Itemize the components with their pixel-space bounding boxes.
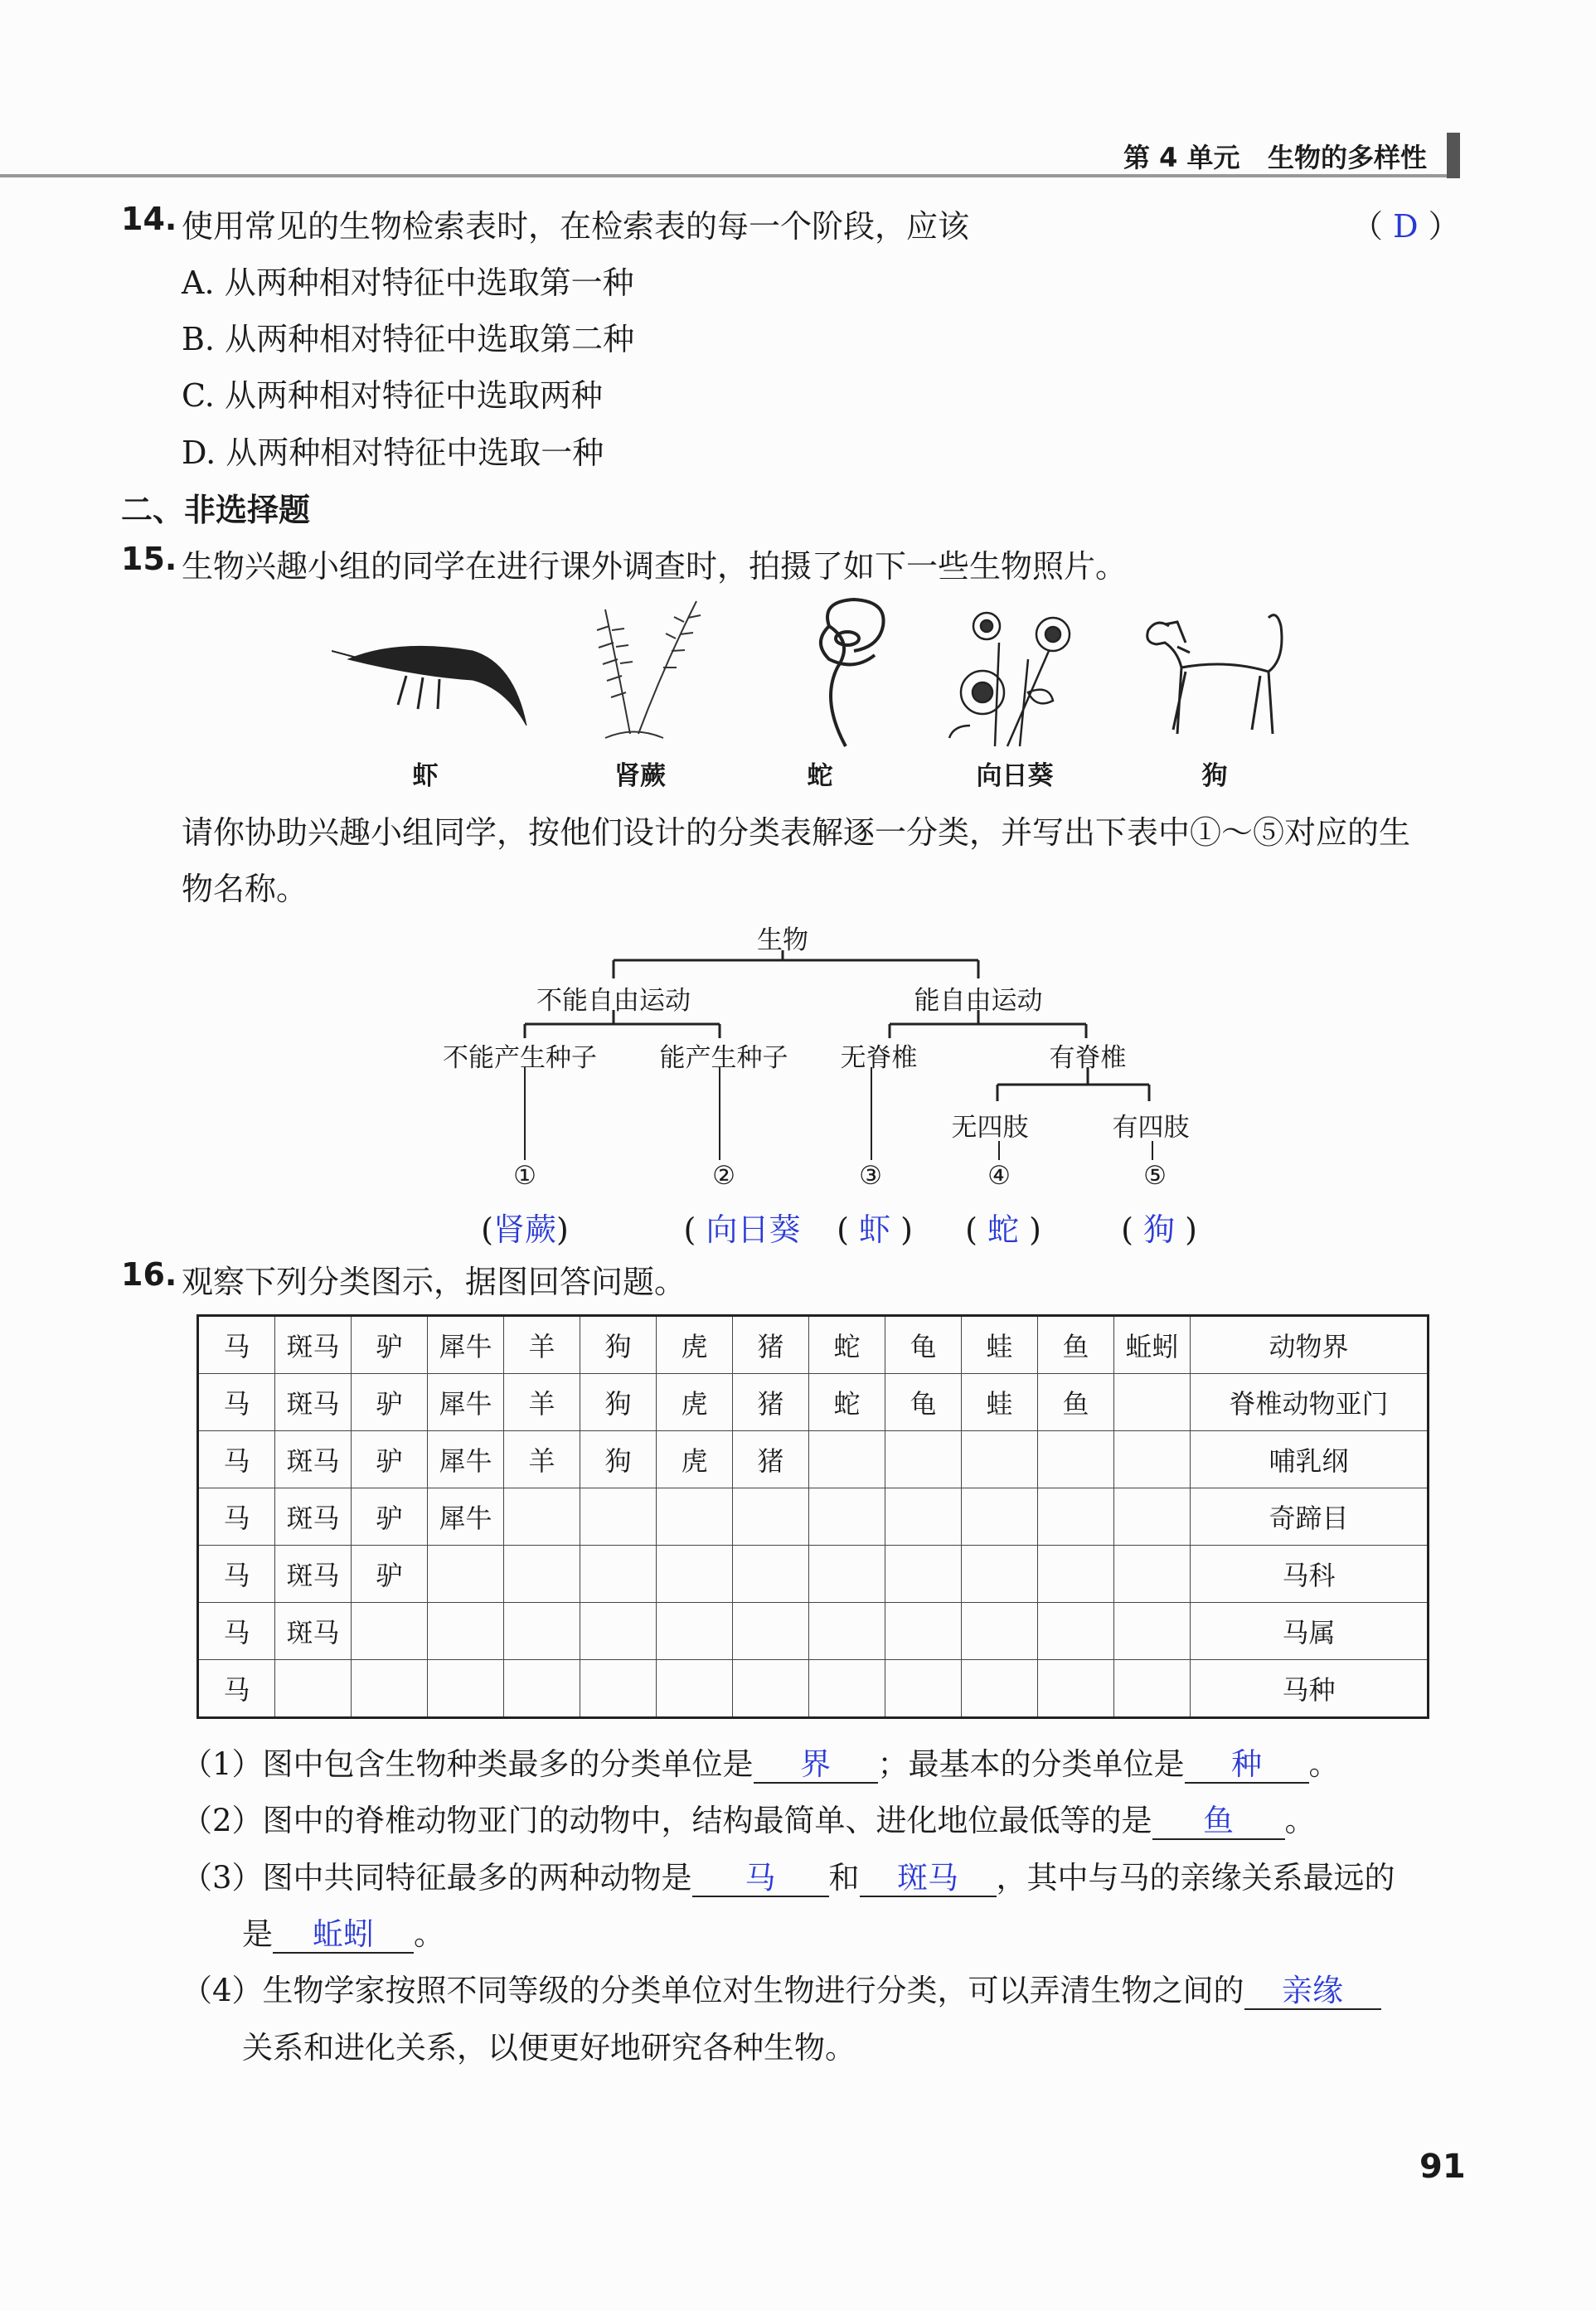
answer-5: 狗 <box>1142 1211 1176 1248</box>
answer: 界 <box>800 1746 832 1782</box>
section-heading: 二、非选择题 <box>121 492 311 528</box>
tree-node-mobile: 能自由运动 <box>914 986 1043 1016</box>
table-cell: 虎 <box>657 1316 733 1374</box>
tree-answer-5: ( 狗 ) <box>1121 1211 1197 1248</box>
table-cell <box>657 1603 733 1660</box>
table-cell: 虎 <box>657 1431 733 1488</box>
table-cell: 犀牛 <box>428 1488 504 1546</box>
tree-node-immobile: 不能自由运动 <box>536 986 691 1016</box>
table-cell <box>885 1603 962 1660</box>
table-cell: 斑马 <box>275 1316 352 1374</box>
table-cell <box>352 1660 428 1718</box>
tree-node-no-limbs: 无四肢 <box>951 1113 1029 1143</box>
table-cell: 狗 <box>580 1374 657 1431</box>
table-cell <box>885 1546 962 1603</box>
rank-cell: 动物界 <box>1191 1316 1429 1374</box>
q16-text: 观察下列分类图示，据图回答问题。 <box>182 1264 686 1300</box>
table-cell: 蛇 <box>809 1316 885 1374</box>
table-cell <box>733 1546 809 1603</box>
paren: ） <box>1428 208 1460 245</box>
table-cell: 蛙 <box>962 1316 1038 1374</box>
table-cell <box>1038 1546 1114 1603</box>
caption-dog: 狗 <box>1201 761 1228 791</box>
tree-node-seed: 能产生种子 <box>659 1043 788 1073</box>
text: （4）生物学家按照不同等级的分类单位对生物进行分类，可以弄清生物之间的 <box>182 1973 1244 2008</box>
table-cell: 马 <box>198 1374 275 1431</box>
table-cell <box>504 1660 580 1718</box>
q15-number: 15. <box>121 541 177 577</box>
answer: 亲缘 <box>1282 1973 1344 2008</box>
rank-cell: 奇蹄目 <box>1191 1488 1429 1546</box>
q14-option-d: D. 从两种相对特征中选取一种 <box>182 435 604 471</box>
q14-answer: D <box>1393 208 1419 245</box>
rank-cell: 马属 <box>1191 1603 1429 1660</box>
answer-3: 虾 <box>858 1211 891 1248</box>
text: 。 <box>414 1916 444 1952</box>
answer: 马 <box>745 1860 776 1896</box>
table-cell: 猪 <box>733 1431 809 1488</box>
text: 和 <box>828 1860 860 1896</box>
table-cell <box>428 1603 504 1660</box>
table-cell: 马 <box>198 1603 275 1660</box>
text: （2）图中的脊椎动物亚门的动物中，结构最简单、进化地位最低等的是 <box>182 1803 1152 1838</box>
q14-option-a: A. 从两种相对特征中选取第一种 <box>182 265 634 301</box>
table-cell: 驴 <box>352 1431 428 1488</box>
q14-option-b: B. 从两种相对特征中选取第二种 <box>182 321 635 357</box>
text: ；最基本的分类单位是 <box>877 1746 1185 1782</box>
tree-answer-1: (肾蕨) <box>481 1211 569 1248</box>
table-cell <box>657 1488 733 1546</box>
table-cell: 蚯蚓 <box>1114 1316 1191 1374</box>
text: ，其中与马的亲缘关系最远的 <box>996 1860 1395 1896</box>
table-cell <box>809 1546 885 1603</box>
table-cell <box>580 1603 657 1660</box>
q15-instruction-1: 请你协助兴趣小组同学，按他们设计的分类表解逐一分类，并写出下表中①～⑤对应的生 <box>182 814 1411 851</box>
table-cell: 驴 <box>352 1316 428 1374</box>
tree-node-no-seed: 不能产生种子 <box>443 1043 597 1073</box>
caption-sunflower: 向日葵 <box>976 761 1054 791</box>
caption-snake: 蛇 <box>807 761 833 791</box>
table-cell: 鱼 <box>1038 1374 1114 1431</box>
table-cell: 犀牛 <box>428 1431 504 1488</box>
answer: 种 <box>1231 1746 1263 1782</box>
table-cell: 鱼 <box>1038 1316 1114 1374</box>
rank-cell: 哺乳纲 <box>1191 1431 1429 1488</box>
table-cell <box>1114 1546 1191 1603</box>
q16-sub2 <box>182 1795 1316 1840</box>
table-cell: 斑马 <box>275 1603 352 1660</box>
table-cell: 狗 <box>580 1431 657 1488</box>
tree-node-invertebrate: 无脊椎 <box>840 1043 918 1073</box>
table-cell <box>962 1660 1038 1718</box>
table-cell <box>809 1431 885 1488</box>
answer: 蚯蚓 <box>313 1916 374 1952</box>
text: 。 <box>1284 1803 1316 1838</box>
table-cell <box>1114 1488 1191 1546</box>
table-cell <box>885 1488 962 1546</box>
rank-cell: 脊椎动物亚门 <box>1191 1374 1429 1431</box>
table-cell: 驴 <box>352 1488 428 1546</box>
table-row <box>198 1660 1429 1718</box>
answer: 鱼 <box>1203 1803 1235 1838</box>
table-cell: 斑马 <box>275 1488 352 1546</box>
q14-option-c: C. 从两种相对特征中选取两种 <box>182 377 603 414</box>
tree-root: 生物 <box>757 925 808 955</box>
table-cell <box>352 1603 428 1660</box>
table-cell: 羊 <box>504 1374 580 1431</box>
text: （3）图中共同特征最多的两种动物是 <box>182 1860 692 1896</box>
table-cell: 驴 <box>352 1546 428 1603</box>
tree-answer-3: ( 虾 ) <box>837 1211 913 1248</box>
classification-table <box>196 1314 1429 1719</box>
table-cell: 马 <box>198 1488 275 1546</box>
table-cell: 狗 <box>580 1316 657 1374</box>
q16-sub3 <box>182 1852 1395 1897</box>
table-row <box>198 1546 1429 1603</box>
text: （1）图中包含生物种类最多的分类单位是 <box>182 1746 754 1782</box>
table-cell <box>657 1660 733 1718</box>
table-cell <box>657 1546 733 1603</box>
table-cell <box>504 1546 580 1603</box>
table-cell <box>1038 1660 1114 1718</box>
table-cell <box>885 1660 962 1718</box>
table-cell <box>580 1488 657 1546</box>
table-row <box>198 1316 1429 1374</box>
table-cell: 马 <box>198 1431 275 1488</box>
table-cell <box>809 1660 885 1718</box>
tree-node-vertebrate: 有脊椎 <box>1049 1043 1127 1073</box>
q15-instruction-2: 物名称。 <box>182 871 308 907</box>
caption-shrimp: 虾 <box>412 761 439 791</box>
table-row <box>198 1374 1429 1431</box>
table-cell <box>733 1488 809 1546</box>
tree-mark-4: ④ <box>987 1161 1011 1191</box>
caption-fern: 肾蕨 <box>614 761 666 791</box>
table-cell: 斑马 <box>275 1546 352 1603</box>
q16-sub3-cont <box>242 1909 444 1954</box>
tree-answer-4: ( 蛇 ) <box>965 1211 1041 1248</box>
table-cell: 犀牛 <box>428 1316 504 1374</box>
q16-sub1 <box>182 1739 1340 1784</box>
answer-4: 蛇 <box>987 1211 1020 1248</box>
table-cell: 斑马 <box>275 1431 352 1488</box>
table-cell: 猪 <box>733 1316 809 1374</box>
table-cell <box>504 1603 580 1660</box>
table-cell <box>885 1431 962 1488</box>
q14-text: 使用常见的生物检索表时，在检索表的每一个阶段，应该 <box>182 208 970 245</box>
table-cell <box>1114 1374 1191 1431</box>
table-cell <box>733 1603 809 1660</box>
page-number: 91 <box>1419 2148 1466 2186</box>
table-cell: 蛙 <box>962 1374 1038 1431</box>
table-cell <box>428 1546 504 1603</box>
table-cell: 马 <box>198 1316 275 1374</box>
table-row <box>198 1603 1429 1660</box>
q15-text: 生物兴趣小组的同学在进行课外调查时，拍摄了如下一些生物照片。 <box>182 548 1128 585</box>
table-cell: 蛇 <box>809 1374 885 1431</box>
table-cell: 猪 <box>733 1374 809 1431</box>
table-cell: 马 <box>198 1546 275 1603</box>
text: 。 <box>1308 1746 1340 1782</box>
tree-mark-3: ③ <box>859 1161 882 1191</box>
q16-sub4-cont: 关系和进化关系，以便更好地研究各种生物。 <box>242 2030 856 2066</box>
table-cell <box>580 1660 657 1718</box>
tree-mark-2: ② <box>712 1161 735 1191</box>
tree-answer-2: ( 向日葵 <box>683 1211 801 1248</box>
table-cell: 羊 <box>504 1316 580 1374</box>
table-cell: 龟 <box>885 1374 962 1431</box>
table-cell <box>580 1546 657 1603</box>
q14-number: 14. <box>121 201 177 237</box>
table-cell <box>1038 1431 1114 1488</box>
answer-2: 向日葵 <box>706 1211 801 1248</box>
table-cell <box>1114 1603 1191 1660</box>
table-cell: 虎 <box>657 1374 733 1431</box>
table-cell <box>962 1488 1038 1546</box>
text: 是 <box>242 1916 273 1952</box>
table-cell <box>962 1603 1038 1660</box>
table-cell <box>1038 1603 1114 1660</box>
table-cell <box>1114 1660 1191 1718</box>
tree-mark-1: ① <box>513 1161 536 1191</box>
table-cell <box>962 1431 1038 1488</box>
paren: （ <box>1351 208 1384 245</box>
answer: 斑马 <box>897 1860 959 1896</box>
tree-node-limbs: 有四肢 <box>1112 1113 1190 1143</box>
table-cell: 龟 <box>885 1316 962 1374</box>
rank-cell: 马科 <box>1191 1546 1429 1603</box>
table-row <box>198 1488 1429 1546</box>
table-cell <box>809 1488 885 1546</box>
table-cell: 斑马 <box>275 1374 352 1431</box>
q16-sub4 <box>182 1965 1381 2010</box>
table-cell: 马 <box>198 1660 275 1718</box>
q16-number: 16. <box>121 1256 177 1293</box>
table-cell: 羊 <box>504 1431 580 1488</box>
rank-cell: 马种 <box>1191 1660 1429 1718</box>
table-cell <box>428 1660 504 1718</box>
table-cell <box>733 1660 809 1718</box>
answer-1: 肾蕨 <box>492 1211 557 1248</box>
tree-mark-5: ⑤ <box>1143 1161 1167 1191</box>
table-cell <box>962 1546 1038 1603</box>
table-cell: 驴 <box>352 1374 428 1431</box>
table-cell <box>809 1603 885 1660</box>
table-cell <box>1114 1431 1191 1488</box>
table-row <box>198 1431 1429 1488</box>
table-cell: 犀牛 <box>428 1374 504 1431</box>
table-cell <box>504 1488 580 1546</box>
table-cell <box>275 1660 352 1718</box>
unit-title: 生物的多样性 <box>1267 142 1427 173</box>
table-cell <box>1038 1488 1114 1546</box>
unit-number: 第 4 单元 <box>1123 142 1240 173</box>
